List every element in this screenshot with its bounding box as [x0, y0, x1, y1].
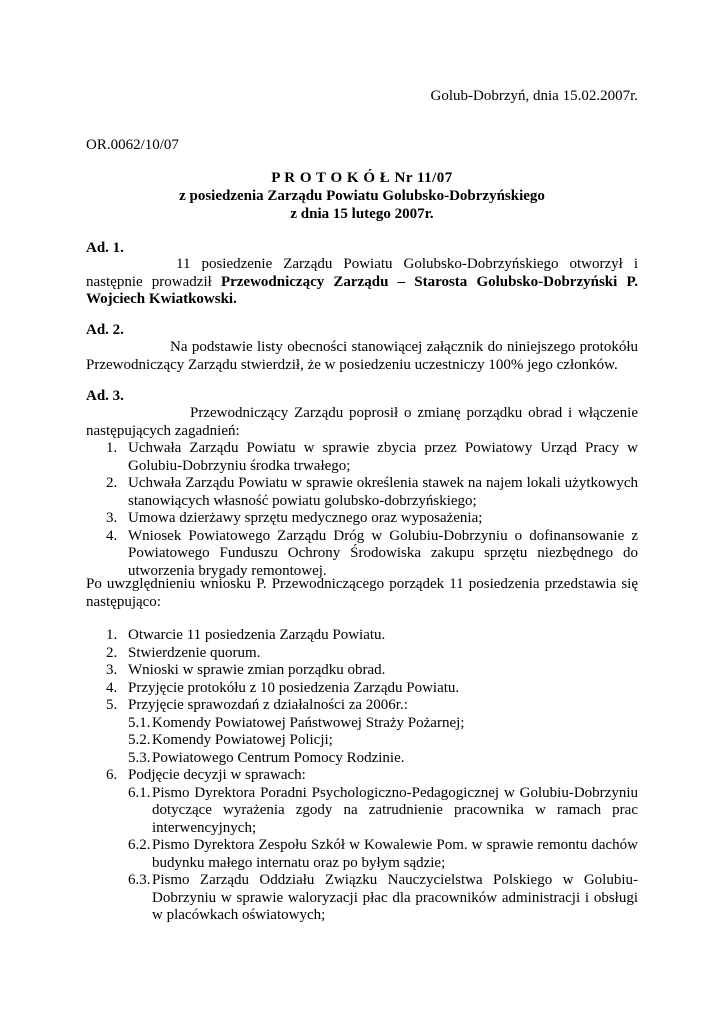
- list-item-number: 4.: [106, 527, 118, 544]
- agenda-item: [106, 697, 638, 767]
- agenda-subitem: [128, 785, 638, 838]
- ad3-after: Po uwzględnieniu wniosku P. Przewodniczącego porządek 11 posiedzenia przedstawia się następująco:: [86, 576, 638, 610]
- agenda-item-text: Wnioski w sprawie zmian porządku obrad.: [128, 662, 386, 678]
- section-heading-ad2: Ad. 2.: [86, 322, 124, 338]
- list-item-number: 2.: [106, 475, 118, 491]
- agenda-sublist-5: [128, 715, 638, 768]
- ad1-text-bold: Przewodniczący Zarządu – Starosta Golubsko-Dobrzyński P. Wojciech Kwiatkowski.: [86, 273, 639, 307]
- ad2-text: Na podstawie listy obecności stanowiącej załącznik do niniejszego protokółu Przewodniczący Zarządu stwierdził, że w posiedzeniu uczestniczy 100% jego członków.: [86, 339, 638, 373]
- agenda-subitem-text: Pismo Dyrektora Poradni Psychologiczno-Pedagogicznej w Golubiu-Dobrzyniu dotyczące wyrażenia zgody na zatrudnienie pracownika w ramach prac interwencyjnych;: [152, 784, 638, 836]
- agenda-subitem-text: Pismo Zarządu Oddziału Związku Nauczycielstwa Polskiego w Golubiu-Dobrzyniu w sprawie waloryzacji płac dla pracowników administracji i obsługi w placówkach oświatowych;: [152, 872, 638, 923]
- reference-number: OR.0062/10/07: [86, 137, 179, 153]
- agenda-subitem: [128, 872, 638, 925]
- agenda-item: [106, 662, 638, 680]
- agenda-subitem: [128, 837, 638, 872]
- agenda-subitem: [128, 750, 638, 768]
- list-item: [106, 528, 638, 581]
- place-date: Golub-Dobrzyń, dnia 15.02.2007r.: [430, 88, 638, 104]
- agenda-item-text: Przyjęcie protokółu z 10 posiedzenia Zarządu Powiatu.: [128, 679, 460, 696]
- section-ad2-text: [86, 339, 638, 374]
- agenda-sublist-6: [128, 785, 638, 925]
- agenda-subitem-text: Komendy Powiatowej Państwowej Straży Pożarnej;: [152, 714, 465, 731]
- list-item-text: Uchwała Zarządu Powiatu w sprawie określenia stawek na najem lokali użytkowych stanowiących własność powiatu golubsko-dobrzyńskiego;: [128, 475, 638, 509]
- list-item-text: Wniosek Powiatowego Zarządu Dróg w Golubiu-Dobrzyniu o dofinansowanie z Powiatowego Funduszu Ochrony Środowiska zakupu sprzętu niezbędnego do utworzenia brygady remontowej.: [128, 527, 638, 579]
- list-item-number: 3.: [106, 510, 118, 526]
- agenda-item-number: 3.: [106, 662, 118, 678]
- ad3-after-text: [86, 576, 638, 611]
- agenda-subitem-number: 5.3.: [128, 749, 151, 766]
- section-heading-ad3: Ad. 3.: [86, 388, 124, 404]
- agenda-subitem-number: 6.2.: [128, 837, 151, 853]
- section-ad1-text: [86, 256, 638, 309]
- agenda-item-text: Podjęcie decyzji w sprawach:: [128, 767, 306, 783]
- agenda-item-number: 6.: [106, 767, 118, 783]
- agenda-subitem-text: Powiatowego Centrum Pomocy Rodzinie.: [152, 749, 405, 766]
- agenda-item-text: Stwierdzenie quorum.: [128, 644, 261, 661]
- ad1-text-plain: 11 posiedzenie Zarządu Powiatu Golubsko-Dobrzyńskiego otworzył i następnie prowadził: [86, 256, 638, 290]
- document-subtitle: z posiedzenia Zarządu Powiatu Golubsko-Dobrzyńskiego: [179, 188, 545, 204]
- list-item: [106, 475, 638, 510]
- agenda-item-number: 5.: [106, 697, 118, 713]
- ad3-intro: Przewodniczący Zarządu poprosił o zmianę porządku obrad i włączenie następujących zagadnień:: [86, 405, 638, 439]
- document-title: P R O T O K Ó Ł Nr 11/07: [271, 170, 453, 186]
- agenda-subitem-text: Pismo Dyrektora Zespołu Szkół w Kowalewie Pom. w sprawie remontu dachów budynku małego internatu oraz po byłym sądzie;: [152, 837, 638, 871]
- section-heading-ad1: Ad. 1.: [86, 240, 124, 256]
- agenda-item-number: 4.: [106, 679, 118, 696]
- list-item-number: 1.: [106, 440, 118, 456]
- agenda-subitem: [128, 732, 638, 750]
- agenda-subitem-number: 6.1.: [128, 784, 151, 801]
- list-item-text: Umowa dzierżawy sprzętu medycznego oraz wyposażenia;: [128, 510, 483, 526]
- agenda-item-number: 2.: [106, 644, 118, 661]
- agenda-subitem-number: 5.1.: [128, 714, 151, 731]
- agenda-item-number: 1.: [106, 627, 118, 643]
- agenda-item: [106, 767, 638, 925]
- section-ad3-intro: [86, 405, 638, 440]
- ad3-list: [106, 440, 638, 580]
- document-date-line: z dnia 15 lutego 2007r.: [290, 206, 434, 222]
- agenda-subitem-number: 5.2.: [128, 732, 151, 748]
- agenda-item: [106, 680, 638, 698]
- list-item-text: Uchwała Zarządu Powiatu w sprawie zbycia przez Powiatowy Urząd Pracy w Golubiu-Dobrzyniu środka trwałego;: [128, 440, 638, 474]
- agenda-item-text: Otwarcie 11 posiedzenia Zarządu Powiatu.: [128, 627, 386, 643]
- agenda-item: [106, 627, 638, 645]
- agenda-item-text: Przyjęcie sprawozdań z działalności za 2006r.:: [128, 697, 408, 713]
- list-item: [106, 510, 638, 528]
- list-item: [106, 440, 638, 475]
- agenda-subitem-text: Komendy Powiatowej Policji;: [152, 732, 333, 748]
- agenda-subitem-number: 6.3.: [128, 872, 151, 888]
- agenda-subitem: [128, 715, 638, 733]
- agenda-list: [106, 627, 638, 925]
- agenda-item: [106, 645, 638, 663]
